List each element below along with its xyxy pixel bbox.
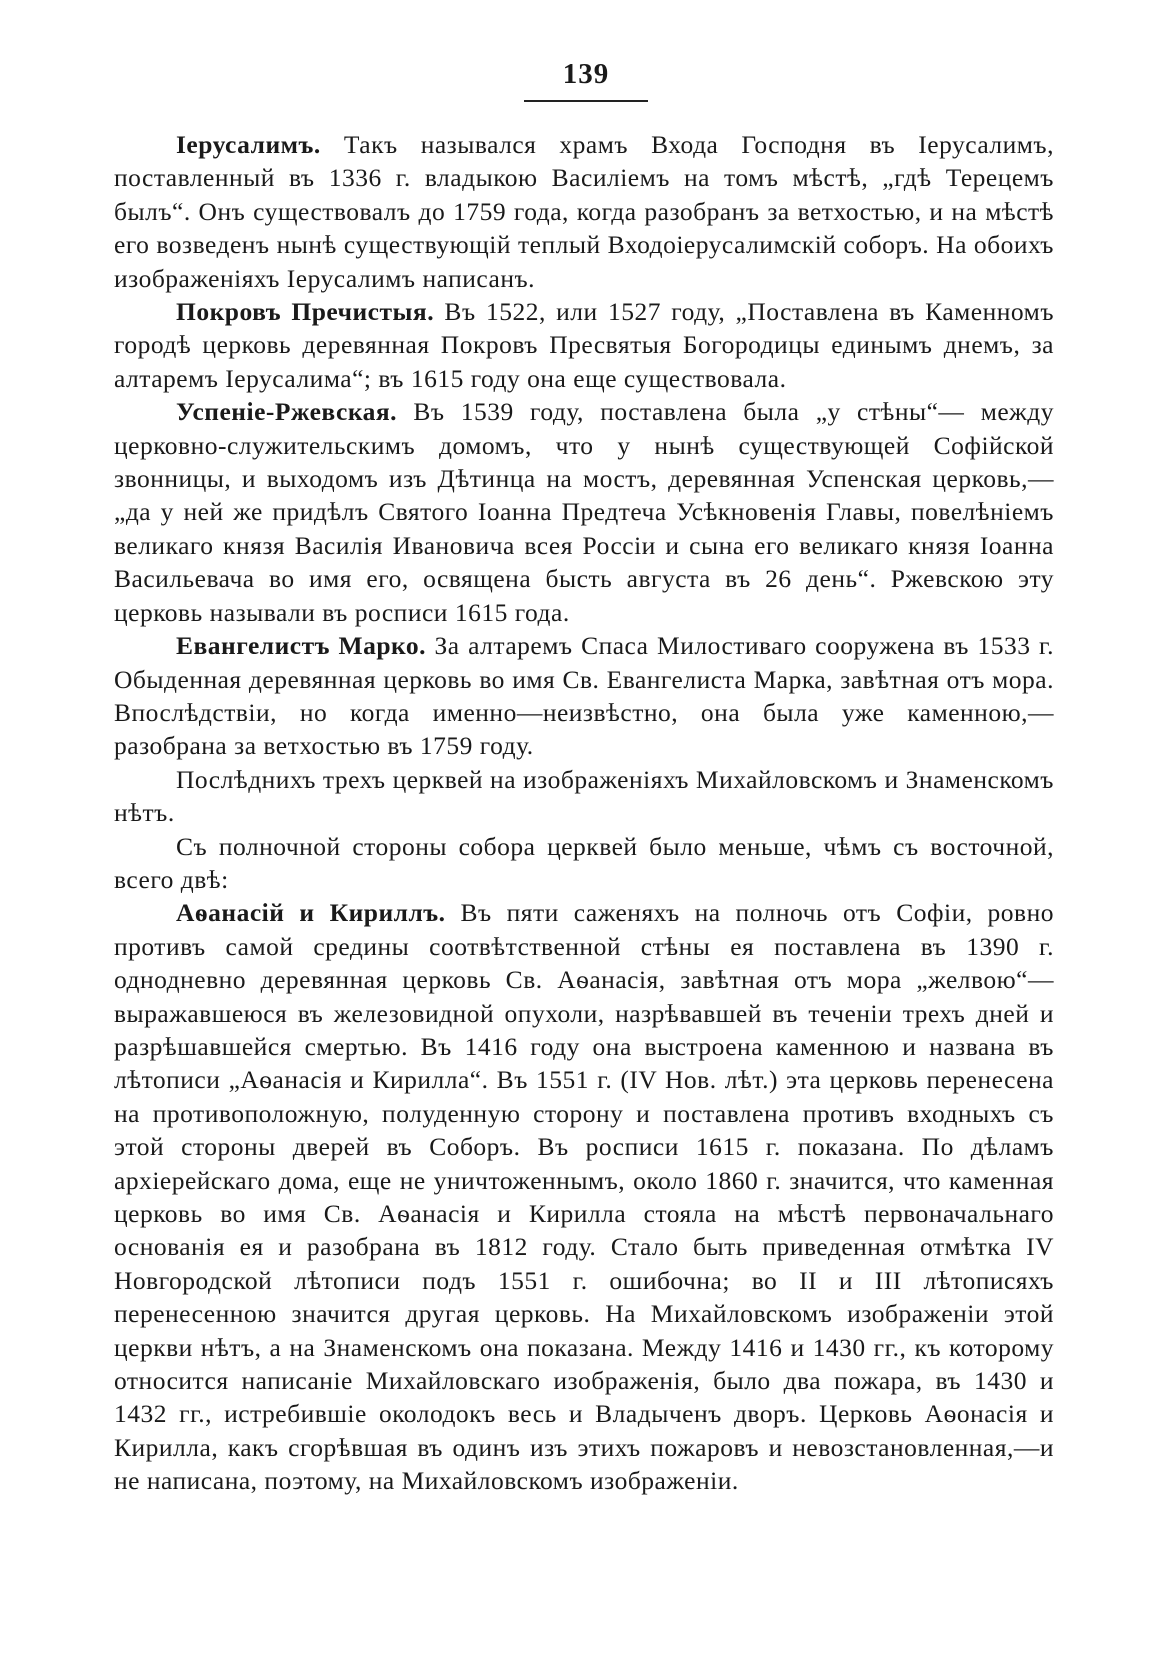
paragraph-evangelist-marko <box>114 629 1054 763</box>
paragraph-heading: Аѳанасій и Кириллъ. <box>176 898 446 928</box>
paragraph-body: За алтаремъ Спаса Милостиваго сооружена въ 1533 г. Обыденная деревянная церковь во имя Св. Евангелиста Марка, завѣтная отъ мора. Впослѣдствіи, но когда именно—неизвѣстно, она была уже каменною,—разобрана за ветхостью въ 1759 году. <box>114 631 1054 761</box>
paragraph-body: Такъ назывался храмъ Входа Господня въ Іерусалимъ, поставленный въ 1336 г. владыкою Василіемъ на томъ мѣстѣ, „гдѣ Терецемъ былъ“. Онъ существовалъ до 1759 года, когда разобранъ за ветхостью, и на мѣстѣ его возведенъ нынѣ существующій теплый Входоіерусалимскій соборъ. На обоихъ изображеніяхъ Іерусалимъ написанъ. <box>114 130 1054 293</box>
paragraph-heading: Покровъ Пречистыя. <box>176 297 435 327</box>
page-number-rule <box>524 100 648 102</box>
paragraph-heading: Успеніе-Ржевская. <box>176 397 398 427</box>
paragraph-body: Въ 1539 году, поставлена была „у стѣны“— между церковно-служительскимъ домомъ, что у нынѣ существующей Софійской звонницы, и выходомъ изъ Дѣтинца на мостъ, деревянная Успенская церковь,— „да у ней же придѣлъ Святого Іоанна Предтеча Усѣкновенія Главы, повелѣніемъ великаго князя Василія Ивановича всея Россіи и сына его великаго князя Іоанна Васильевача во имя его, освящена бысть августа въ 26 день“. Ржевскою эту церковь называли въ росписи 1615 года. <box>114 397 1054 627</box>
paragraph-body: Въ 1522, или 1527 году, „Поставлена въ Каменномъ городѣ церковь деревянная Покровъ Пресвятыя Богородицы единымъ днемъ, за алтаремъ Іерусалима“; въ 1615 году она еще существовала. <box>114 297 1055 393</box>
text-column <box>114 128 1054 1498</box>
paragraph-uspenie <box>114 395 1054 629</box>
paragraph-ierusalim <box>114 128 1054 295</box>
paragraph-heading: Іерусалимъ. <box>176 130 321 159</box>
paragraph-body: Съ полночной стороны собора церквей было меньше, чѣмъ съ восточной, всего двѣ: <box>114 831 1054 894</box>
page-number: 139 <box>562 58 610 90</box>
paragraph-north-side <box>114 830 1054 897</box>
paragraph-body: Послѣднихъ трехъ церквей на изображеніяхъ Михайловскомъ и Знаменскомъ нѣтъ. <box>114 764 1054 828</box>
paragraph-heading: Евангелистъ Марко. <box>176 631 426 661</box>
paragraph-three-churches <box>114 763 1054 830</box>
paragraph-pokrov <box>114 295 1054 395</box>
paragraph-afanasiy-kirill <box>114 896 1054 1497</box>
paragraph-body: Въ пяти саженяхъ на полночь отъ Софіи, ровно противъ самой средины соотвѣтственной стѣны ея поставлена въ 1390 г. однодневно деревянная церковь Св. Аѳанасія, завѣтная отъ мора „желвою“—выражавшеюся въ железовидной опухоли, назрѣвавшей въ теченіи трехъ дней и разрѣшавшейся смертью. Въ 1416 году она выстроена каменною и названа въ лѣтописи „Аѳанасія и Кирилла“. Въ 1551 г. (IV Нов. лѣт.) эта церковь перенесена на противоположную, полуденную сторону и поставлена противъ входныхъ съ этой стороны дверей въ Соборъ. Въ росписи 1615 г. показана. По дѣламъ архіерейскаго дома, еще не уничтоженнымъ, около 1860 г. значится, что каменная церковь во имя Св. Аѳанасія и Кирилла стояла на мѣстѣ первоначальнаго основанія ея и разобрана въ 1812 году. Стало быть приведенная отмѣтка IV Новгородской лѣтописи подъ 1551 г. ошибочна; во II и III лѣтописяхъ перенесенною значится другая церковь. На Михайловскомъ изображеніи этой церкви нѣтъ, а на Знаменскомъ она показана. Между 1416 и 1430 гг., къ которому относится написаніе Михайловскаго изображенія, было два пожара, въ 1430 и 1432 гг., истребившіе околодокъ весь и Владыченъ дворъ. Церковь Аѳонасія и Кирилла, какъ сгорѣвшая въ одинъ изъ этихъ пожаровъ и невозстановленная,—и не написана, поэтому, на Михайловскомъ изображеніи. <box>114 898 1054 1496</box>
